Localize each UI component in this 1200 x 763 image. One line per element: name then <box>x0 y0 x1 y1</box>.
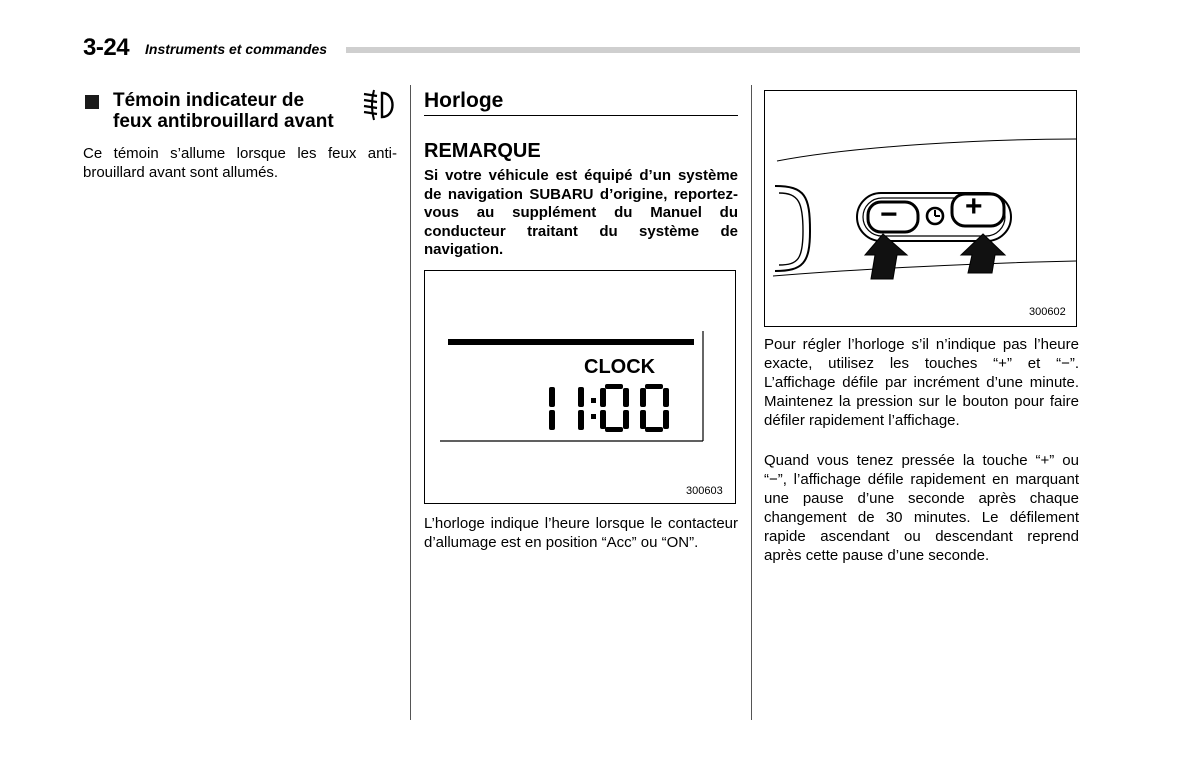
figure-number-2: 300602 <box>1029 306 1066 318</box>
fog-light-heading-line1: Témoin indicateur de <box>113 90 305 111</box>
section-title: Instruments et commandes <box>145 41 328 57</box>
header-bar <box>346 47 1080 53</box>
adjust-paragraph-1: Pour régler l’horloge s’il n’indique pas l’heure exacte, utilisez les touches “+” et “−”. L’affichage défile par incrément d’une minute. Maintenez la pression sur le bouton pour faire défiler rapidement l’affichage. <box>764 336 1079 429</box>
display-top-bar <box>448 339 694 345</box>
figure-number: 300603 <box>686 485 723 497</box>
fog-light-heading <box>113 90 334 132</box>
clock-description: L’horloge indique l’heure lorsque le contacteur d’allumage est en position “Acc” ou “ON”. <box>424 515 738 551</box>
page-number: 3-24 <box>83 34 130 61</box>
clock-buttons-figure <box>764 90 1077 327</box>
clock-section-title: Horloge <box>424 89 504 112</box>
note-title: REMARQUE <box>424 140 541 162</box>
heading-bullet <box>85 95 99 109</box>
column-divider-1 <box>410 85 411 720</box>
note-text: Si votre véhicule est équipé d’un système de navigation SUBARU d’origine, reportez-vous au supplément du Manuel du conducteur traitant du système de navigation. <box>424 167 738 258</box>
plus-button-label: + <box>965 190 983 223</box>
adjust-paragraph-2: Quand vous tenez pressée la touche “+” ou “−”, l’affichage défile rapidement en marquant une pause d’une seconde après chaque changement de 30 minutes. Le défilement rapide ascendant ou descendant reprend après cette pause d’une seconde. <box>764 452 1079 564</box>
clock-display-figure <box>424 270 736 504</box>
title-underline <box>424 115 738 116</box>
front-fog-light-icon <box>358 84 400 135</box>
fog-light-heading-line2: feux antibrouillard avant <box>113 111 334 132</box>
minus-button-label: − <box>880 198 898 231</box>
seven-segment-time <box>549 384 669 432</box>
fog-light-description: Ce témoin s’allume lorsque les feux antibrouillard avant sont allumés. <box>83 145 397 181</box>
clock-icon <box>924 205 946 232</box>
display-clock-label: CLOCK <box>584 356 656 378</box>
column-divider-2 <box>751 85 752 720</box>
